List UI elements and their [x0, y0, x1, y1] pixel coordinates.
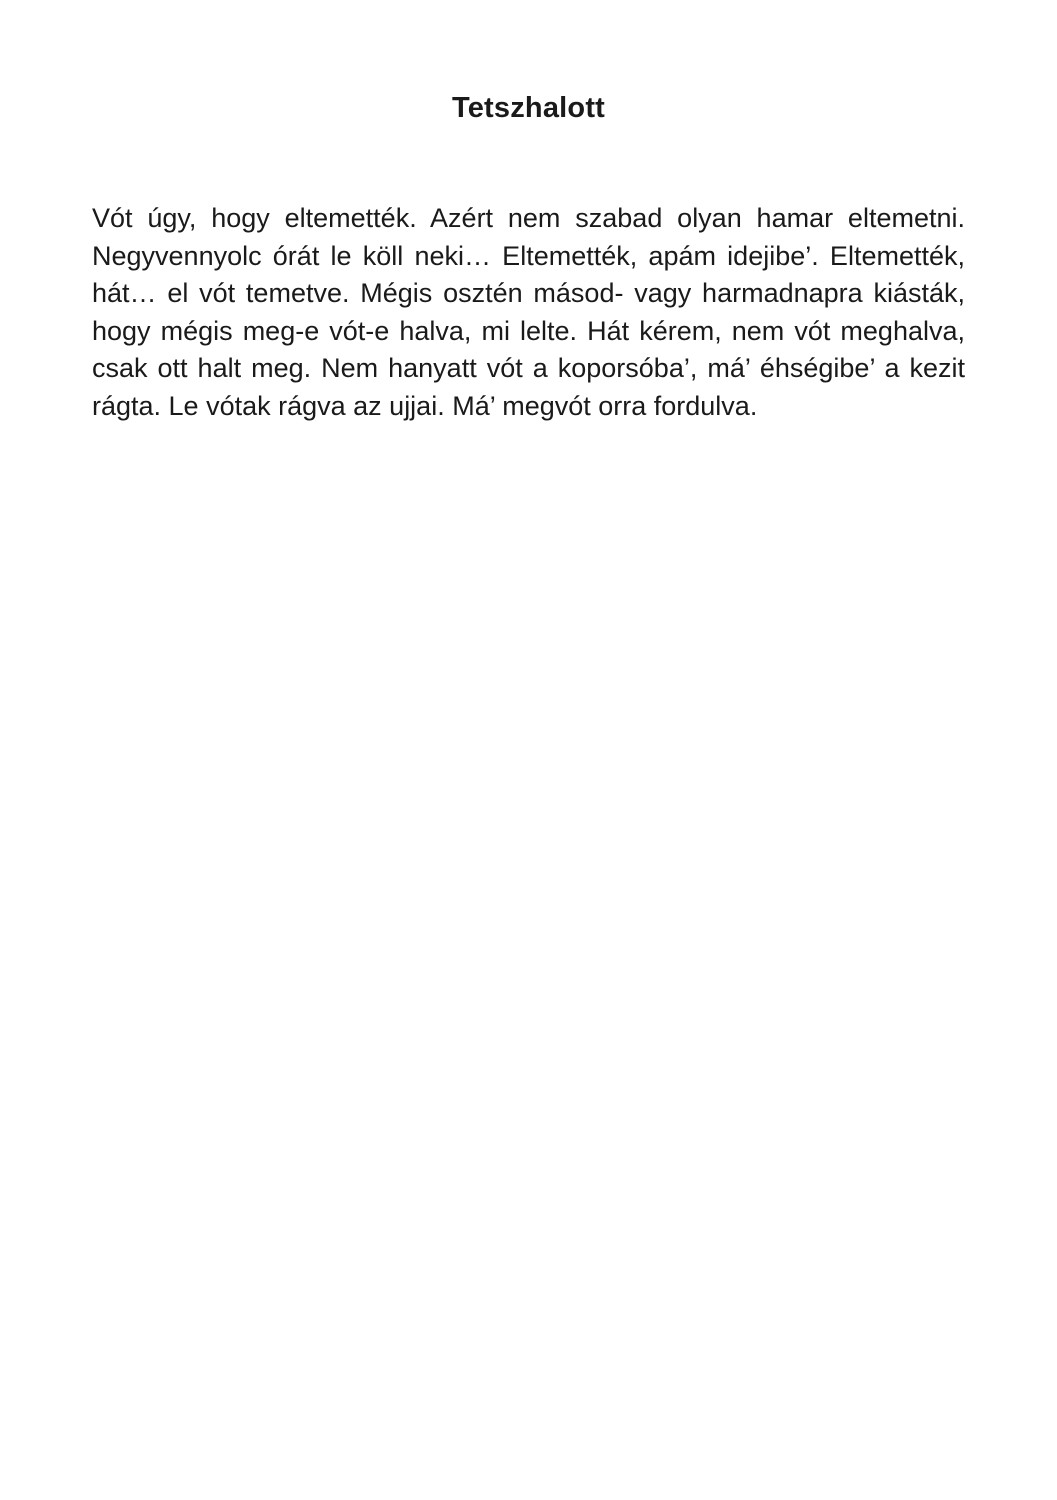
page-title: Tetszhalott — [451, 92, 606, 124]
document-body — [92, 125, 965, 425]
paragraph-text: Vót úgy, hogy eltemették. Azért nem szabad olyan hamar eltemetni. Negyvennyolc órát le köll neki… Eltemették, apám idejibe’. Eltemették, hát… el vót temetve. Mégis osztén másod- vagy harmadnapra kiásták, hogy mégis meg-e vót-e halva, mi lelte. Hát kérem, nem vót meghalva, csak ott halt meg. Nem hanyatt vót a koporsóba’, má’ éhségibe’ a kezit rágta. Le vótak rágva az ujjai. Má’ megvót orra fordulva. — [92, 203, 965, 421]
